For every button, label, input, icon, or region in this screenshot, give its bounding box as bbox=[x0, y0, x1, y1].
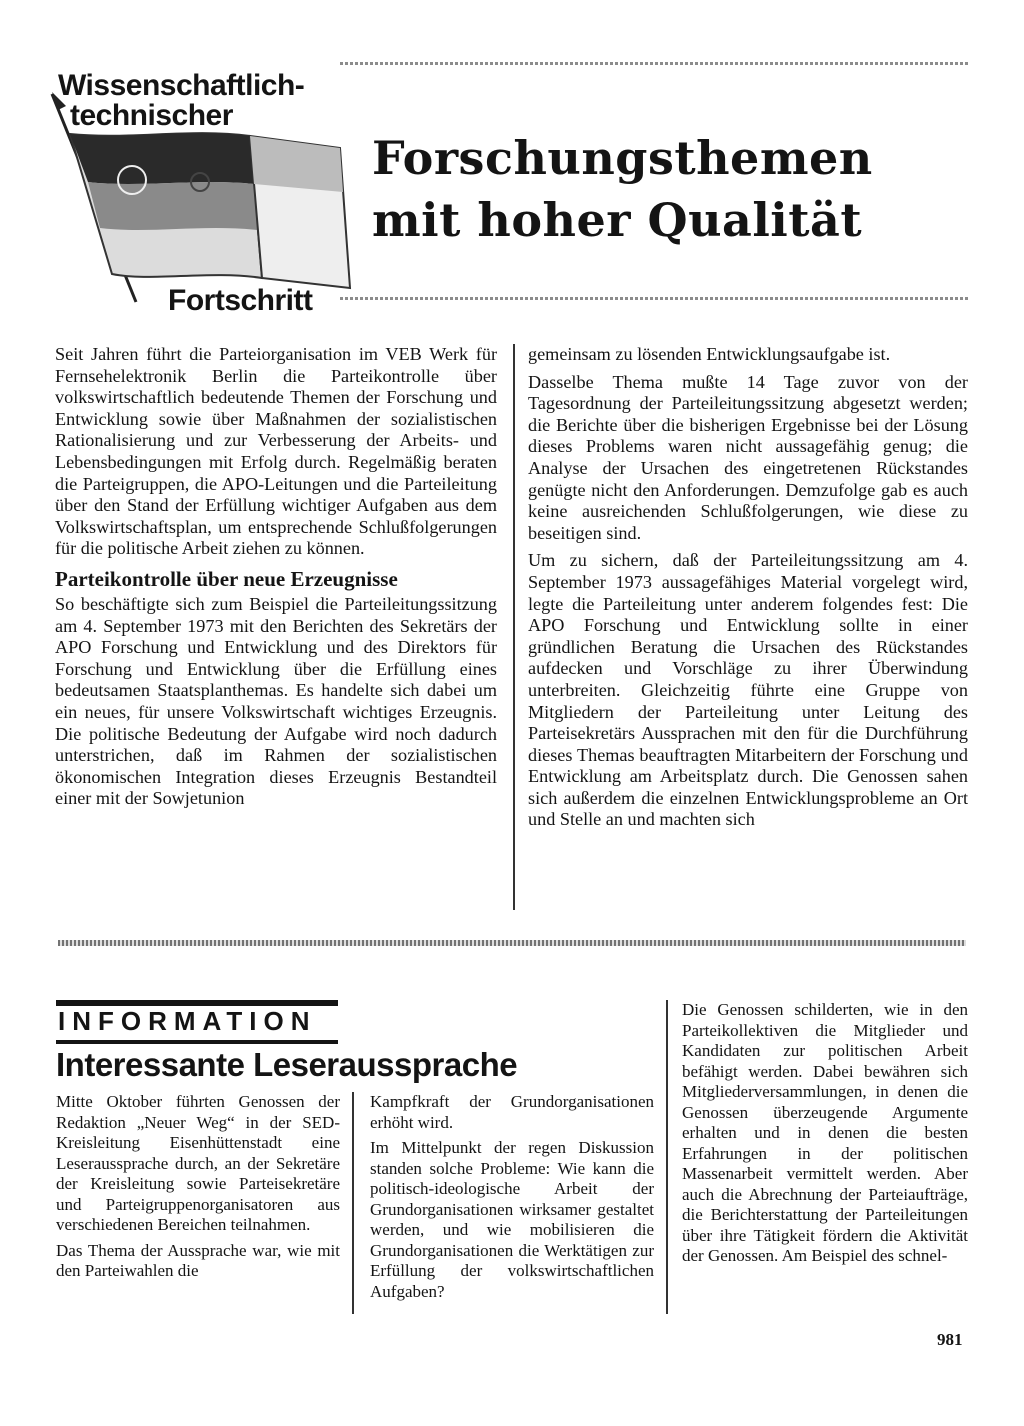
article-right-column bbox=[528, 344, 968, 837]
info-column-1 bbox=[56, 1092, 340, 1287]
article-paragraph: Um zu sichern, daß der Parteileitungssitzung am 4. September 1973 aussagefähiges Material vorgelegt wird, legte die Parteileitung unter anderem folgendes fest: Die APO Forschung und Entwicklung sollte in einer gründlichen Beratung die Ursachen des Rückstandes aufdecken und Vorschläge zu ihrer Überwindung unterbreiten. Gleichzeitig führte eine Gruppe von Mitgliedern der Parteileitung unter Leitung des Parteisekretärs Aussprachen mit den für die Durchführung dieses Themas beauftragten Mitarbeitern der Forschung und Entwicklung am Arbeitsplatz durch. Die Genossen sahen sich außerdem die einzelnen Entwicklungsprobleme an Ort und Stelle an und machten sich bbox=[528, 550, 968, 830]
headline-line-2: mit hoher Qualität bbox=[372, 193, 863, 247]
header-top-rule bbox=[340, 62, 968, 65]
info-paragraph: Das Thema der Aussprache war, wie mit den Parteiwahlen die bbox=[56, 1240, 340, 1280]
article-subhead: Parteikontrolle über neue Erzeugnisse bbox=[55, 566, 398, 591]
page-number: 981 bbox=[937, 1330, 963, 1349]
info-divider-1 bbox=[352, 1092, 354, 1314]
info-column-3 bbox=[682, 1000, 968, 1272]
kicker-line-3: Fortschritt bbox=[168, 284, 313, 317]
info-paragraph: Kampfkraft der Grundorganisationen erhöht wird. bbox=[370, 1092, 654, 1132]
info-column-2 bbox=[370, 1092, 654, 1307]
info-paragraph: Im Mittelpunkt der regen Diskussion standen solche Probleme: Wie kann die politisch-ideologische Arbeit der Grundorganisationen wirksamer gestaltet werden, und wie mobilisieren die Grundorganisationen die Werktätigen zur Erfüllung der volkswirtschaftlichen Aufgaben? bbox=[370, 1138, 654, 1301]
header-bottom-rule bbox=[340, 297, 968, 300]
column-divider bbox=[513, 344, 515, 910]
article-paragraph: So beschäftigte sich zum Beispiel die Parteileitungssitzung am 4. September 1973 mit den Berichten des Sekretärs der APO Forschung und Entwicklung und des Direktors für Forschung und Entwicklung über die Erfüllung eines bedeutsamen Staatsplanthemas. Es handelte sich dabei um ein neues, für unsere Volkswirtschaft wichtiges Erzeugnis. Die politische Bedeutung der Aufgabe wird noch dadurch unterstrichen, daß im Rahmen der sozialistischen ökonomischen Integration dieses Erzeugnis Bestandteil einer mit der Sowjetunion bbox=[55, 593, 497, 809]
headline-line-1: Forschungsthemen bbox=[372, 131, 873, 185]
info-title: Interessante Leseraussprache bbox=[56, 1046, 518, 1083]
info-label-underline bbox=[56, 1040, 338, 1044]
kicker-line-2: technischer bbox=[70, 99, 233, 132]
article-paragraph: Seit Jahren führt die Parteiorganisation im VEB Werk für Fernsehelektronik Berlin die Parteikontrolle über volkswirtschaftlich bedeutende Themen der Forschung und Entwicklung sowie über Maßnahmen der sozialistischen Rationalisierung und zur Verbesserung der Arbeits- und Lebensbedingungen mit Erfolg durch. Regelmäßig beraten die Parteigruppen, die APO-Leitungen und die Parteileitung über den Stand der Erfüllung wichtiger Aufgaben aus dem Volkswirtschaftsplan, um entsprechende Schlußfolgerungen für die politische Arbeit ziehen zu können. bbox=[55, 344, 497, 559]
article-left-column bbox=[55, 344, 497, 816]
info-divider-2 bbox=[666, 1000, 668, 1314]
kicker-line-1: Wissenschaftlich- bbox=[58, 69, 305, 102]
article-paragraph: gemeinsam zu lösenden Entwicklungsaufgabe ist. bbox=[528, 344, 891, 364]
article-paragraph: Dasselbe Thema mußte 14 Tage zuvor von der Tagesordnung der Parteileitungssitzung abgesetzt werden; die Berichte über die bisherigen Ergebnisse bei der Lösung dieses Problems waren nicht aussagefähig genug; die Analyse der Ursachen des eingetretenen Rückstandes genügte nicht den Anforderungen. Demzufolge gab es auch keine ausreichenden Schlußfolgerungen, wie diese zu beseitigen sind. bbox=[528, 371, 968, 543]
info-paragraph: Die Genossen schilderten, wie in den Parteikollektiven die Mitglieder und Kandidaten zur politischen Arbeit befähigt werden. Dabei bewähren sich Mitgliederversammlungen, in denen die Genossen überzeugende Argumente erhalten und in denen die besten Erfahrungen in der politischen Massenarbeit vermittelt werden. Aber auch die Abrechnung der Parteiaufträge, die Berichterstattung der Parteileitungen über ihre Tätigkeit fördern die Aktivität der Genossen. Am Beispiel des schnel- bbox=[682, 1000, 968, 1265]
info-label: INFORMATION bbox=[58, 1006, 317, 1036]
info-paragraph: Mitte Oktober führten Genossen der Redaktion „Neuer Weg“ in der SED-Kreisleitung Eisenhüttenstadt eine Leseraussprache durch, an der Sekretäre der Kreisleitung sowie Parteisekretäre und Parteigruppenorganisatoren aus verschiedenen Bereichen teilnahmen. bbox=[56, 1092, 340, 1234]
section-divider bbox=[58, 940, 966, 946]
